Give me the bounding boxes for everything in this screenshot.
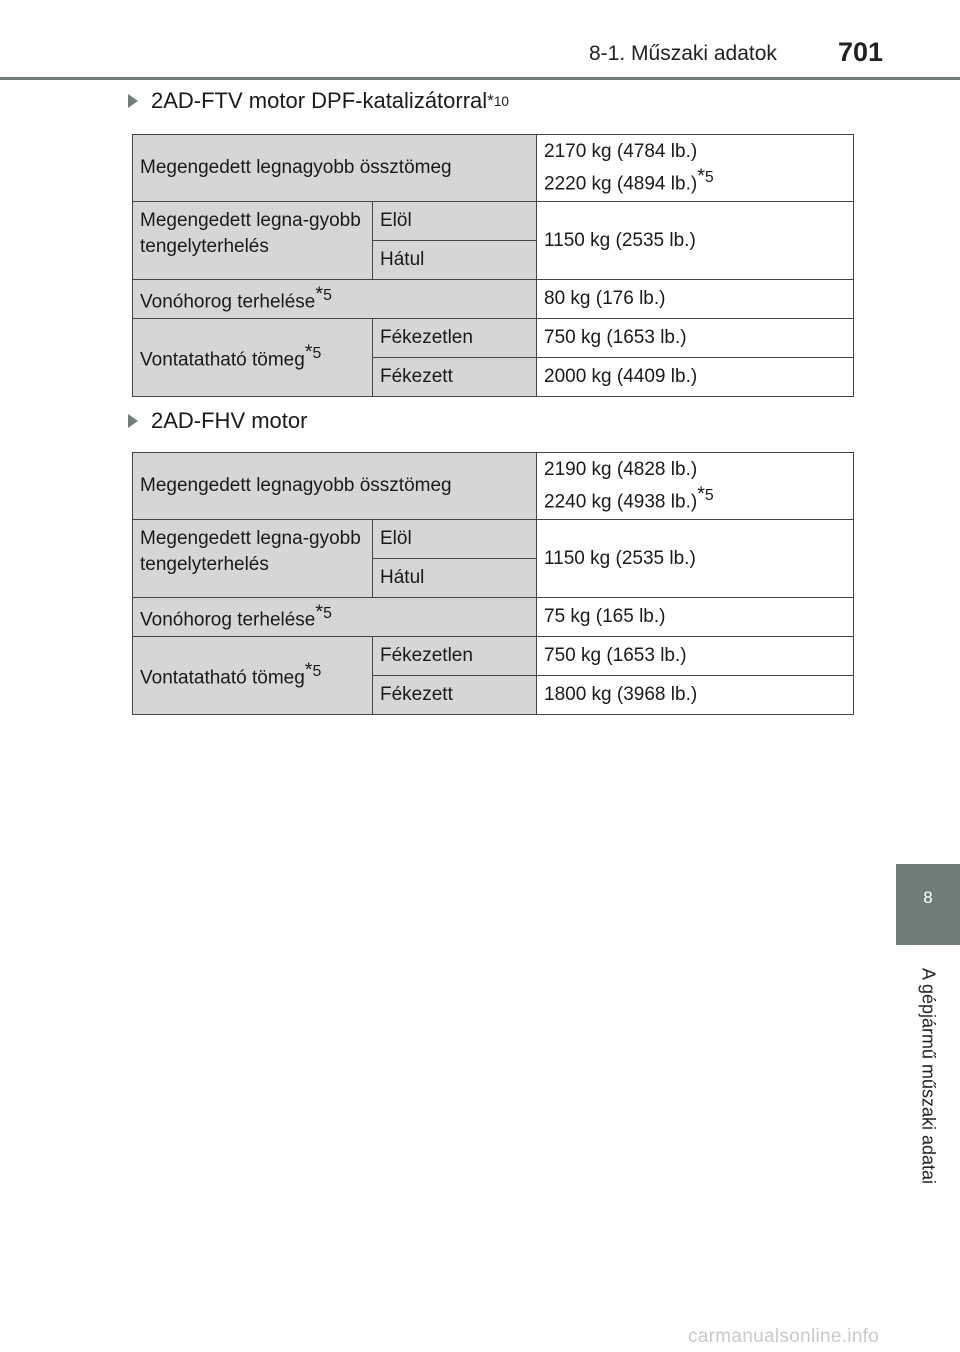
tow-braked-value: 1800 kg (3968 lb.): [537, 676, 854, 715]
hitch-load-label: Vonóhorog terhelése$^{*5}$: [133, 598, 537, 637]
tow-unbraked-label: Fékezetlen: [373, 319, 537, 358]
triangle-bullet-icon: [128, 414, 138, 428]
gross-weight-value: 2190 kg (4828 lb.) 2240 kg (4938 lb.)$^{*5}$: [537, 453, 854, 520]
chapter-number: 8: [923, 888, 933, 907]
watermark: carmanualsonline.info: [688, 1326, 880, 1347]
axle-rear-label: Hátul: [373, 559, 537, 598]
tow-unbraked-label: Fékezetlen: [373, 637, 537, 676]
section-heading: [128, 408, 307, 434]
chapter-tab: [896, 864, 960, 945]
spec-table: [132, 134, 854, 397]
hitch-load-label: Vonóhorog terhelése$^{*5}$: [133, 280, 537, 319]
tow-mass-label: Vontatatható tömeg$^{*5}$: [133, 637, 373, 715]
axle-load-value: 1150 kg (2535 lb.): [537, 520, 854, 598]
hitch-load-value: 75 kg (165 lb.): [537, 598, 854, 637]
tow-unbraked-value: 750 kg (1653 lb.): [537, 637, 854, 676]
chapter-title: A gépjármű műszaki adatai: [918, 967, 939, 1185]
spec-table: [132, 452, 854, 715]
axle-rear-label: Hátul: [373, 241, 537, 280]
hitch-load-value: 80 kg (176 lb.): [537, 280, 854, 319]
tow-mass-label: Vontatatható tömeg$^{*5}$: [133, 319, 373, 397]
gross-weight-value: 2170 kg (4784 lb.) 2220 kg (4894 lb.)$^{*5}$: [537, 135, 854, 202]
section-title: 2AD-FTV motor DPF-katalizátorral: [151, 88, 488, 113]
axle-load-label: Megengedett legna-gyobb tengelyterhelés: [133, 520, 373, 598]
triangle-bullet-icon: [128, 94, 138, 108]
tow-unbraked-value: 750 kg (1653 lb.): [537, 319, 854, 358]
axle-front-label: Elöl: [373, 202, 537, 241]
gross-weight-label: Megengedett legnagyobb össztömeg: [133, 135, 537, 202]
section-title: 2AD-FHV motor: [151, 408, 308, 433]
axle-load-label: Megengedett legna-gyobb tengelyterhelés: [133, 202, 373, 280]
header-rule: [0, 77, 960, 80]
axle-front-label: Elöl: [373, 520, 537, 559]
tow-braked-label: Fékezett: [373, 358, 537, 397]
page-number: 701: [838, 37, 884, 67]
header-section-title: 8-1. Műszaki adatok: [589, 42, 777, 65]
footnote-ref: *10: [487, 90, 509, 110]
gross-weight-label: Megengedett legnagyobb össztömeg: [133, 453, 537, 520]
tow-braked-value: 2000 kg (4409 lb.): [537, 358, 854, 397]
axle-load-value: 1150 kg (2535 lb.): [537, 202, 854, 280]
tow-braked-label: Fékezett: [373, 676, 537, 715]
section-heading: [128, 88, 509, 114]
